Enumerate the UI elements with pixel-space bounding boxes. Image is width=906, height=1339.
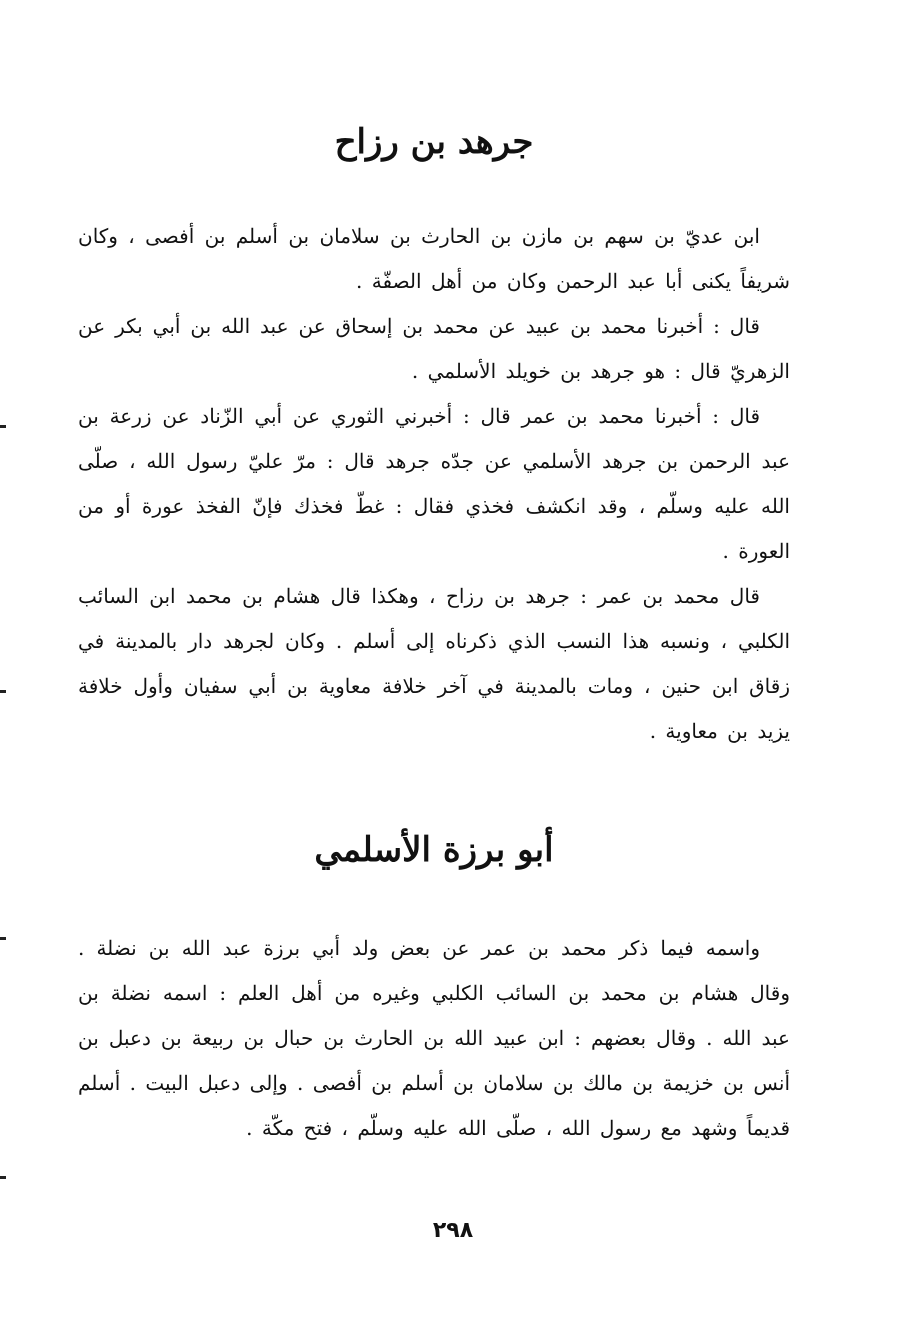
scan-edge-mark [0,937,6,940]
paragraph: قال : أخبرنا محمد بن عمر قال : أخبرني الثوري عن أبي الزّناد عن زرعة بن عبد الرحمن بن جرهد الأسلمي عن جدّه جرهد قال : مرّ عليّ رسول الله ، صلّى الله عليه وسلّم ، وقد انكشف فخذي فقال : غطّ فخذك فإنّ الفخذ عورة أو من العورة . [78,404,790,563]
paragraph: قال محمد بن عمر : جرهد بن رزاح ، وهكذا قال هشام بن محمد ابن السائب الكلبي ، ونسبه هذا النسب الذي ذكرناه إلى أسلم . وكان لجرهد دار بالمدينة في زقاق ابن حنين ، ومات بالمدينة في آخر خلافة معاوية بن أبي سفيان وأول خلافة يزيد بن معاوية . [78,584,790,743]
scan-edge-mark [0,690,6,693]
paragraph: قال : أخبرنا محمد بن عبيد عن محمد بن إسحاق عن عبد الله بن أبي بكر عن الزهريّ قال : هو جرهد بن خويلد الأسلمي . [78,314,790,383]
biography-section-abu-barza [78,826,790,1151]
page-number: ٢٩٨ [432,1218,474,1243]
paragraph: ابن عديّ بن سهم بن مازن بن الحارث بن سلامان بن أسلم بن أفصى ، وكان شريفاً يكنى أبا عبد الرحمن وكان من أهل الصفّة . [78,224,790,293]
section-heading: جرهد بن رزاح [334,122,534,162]
biography-section-jarhad [78,118,790,754]
section-heading: أبو برزة الأسلمي [314,830,554,870]
scan-edge-mark [0,1176,6,1179]
paragraph: واسمه فيما ذكر محمد بن عمر عن بعض ولد أبي برزة عبد الله بن نضلة . وقال هشام بن محمد بن السائب الكلبي وغيره من أهل العلم : اسمه نضلة بن عبد الله . وقال بعضهم : ابن عبيد الله بن الحارث بن حبال بن ربيعة بن دعبل بن أنس بن خزيمة بن مالك بن سلامان بن أسلم بن أفصى . وإلى دعبل البيت . أسلم قديماً وشهد مع رسول الله ، صلّى الله عليه وسلّم ، فتح مكّة . [78,936,790,1140]
scan-edge-mark [0,425,6,428]
